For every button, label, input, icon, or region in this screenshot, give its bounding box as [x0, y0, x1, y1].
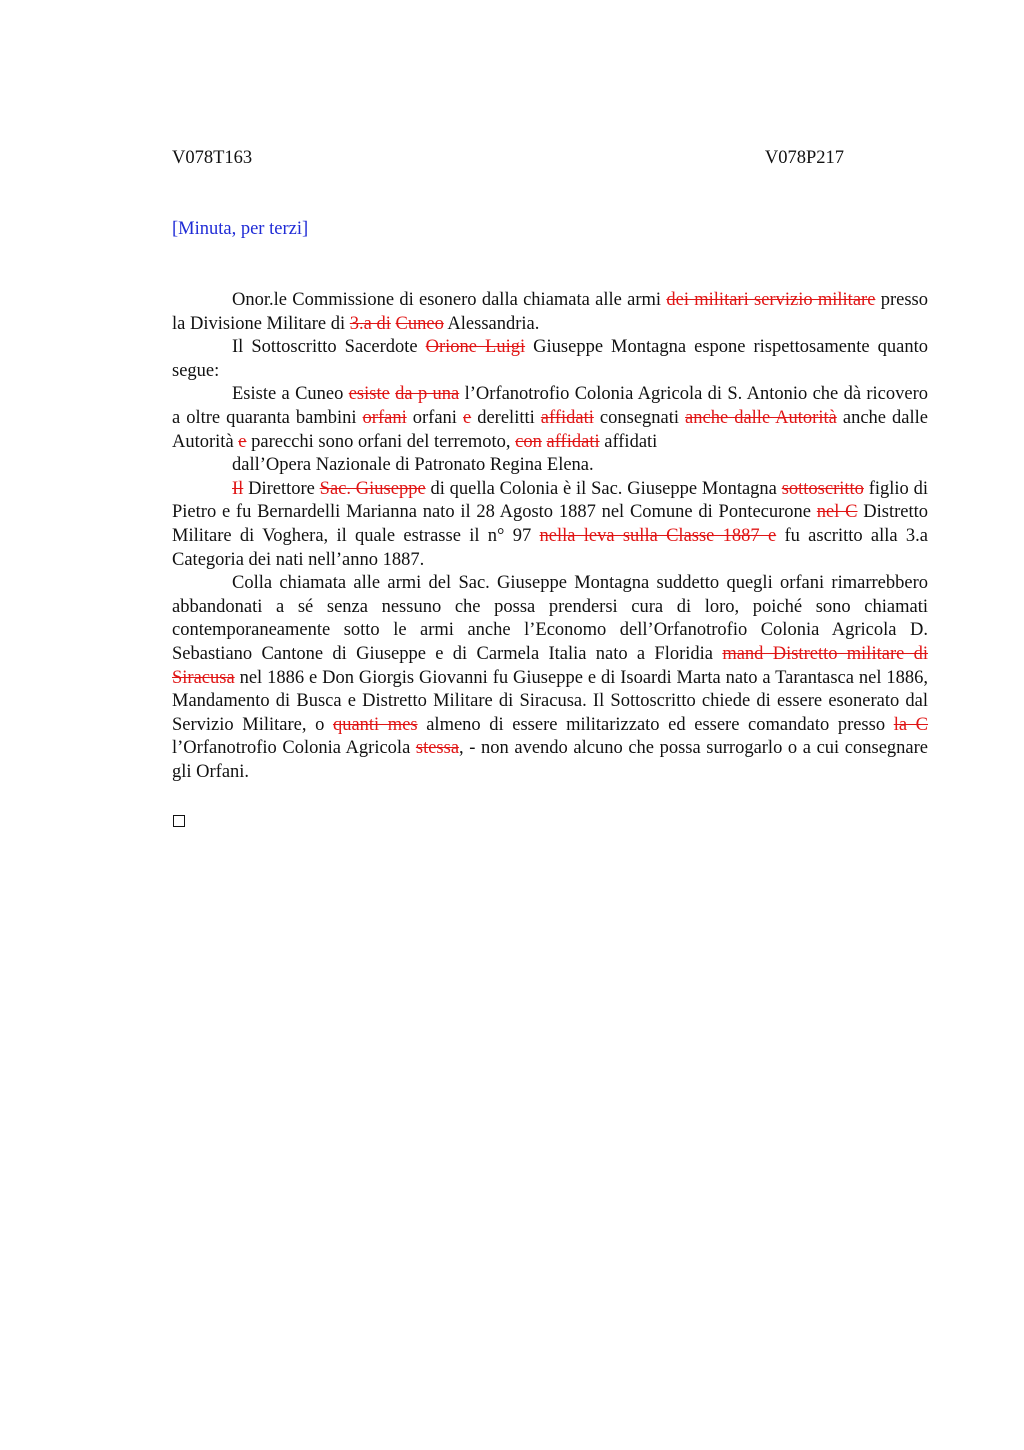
- text-segment: Colla chiamata alle armi del Sac. Giuseppe Montagna suddetto quegli orfani rimarrebbero abbandonati a sé senza nessuno che possa prendersi cura di loro, poiché sono chiamati contemporaneamente sotto le armi anche l’Economo dell’Orfanotrofio Colonia Agricola D. Sebastiano Cantone di Giuseppe e di Carmela Italia nato a Floridia: [172, 573, 928, 664]
- text-segment: anche dalle Autorità: [172, 407, 928, 452]
- deleted-text: quanti mes: [332, 714, 418, 735]
- deleted-text: con: [515, 431, 542, 452]
- paragraph-p6: [172, 572, 928, 784]
- deleted-text: affidati: [540, 407, 594, 428]
- text-segment: Alessandria.: [443, 313, 540, 334]
- deleted-text: stessa: [415, 738, 460, 759]
- text-segment: almeno di essere militarizzato ed essere comandato presso: [417, 714, 894, 735]
- letter-body: [172, 289, 928, 784]
- deleted-text: sottoscritto: [781, 478, 864, 499]
- text-segment: consegnati: [593, 407, 686, 428]
- document-code-left: V078T163: [172, 148, 253, 168]
- text-segment: Direttore: [243, 478, 320, 499]
- text-segment: fu ascritto alla 3.a Categoria dei nati nell’anno 1887.: [172, 525, 929, 570]
- deleted-text: Cuneo: [395, 313, 444, 334]
- text-segment: Il Sottoscritto Sacerdote: [232, 337, 426, 358]
- paragraph-p2: [172, 336, 928, 383]
- deleted-text: Il: [232, 478, 244, 499]
- text-segment: parecchi sono orfani del terremoto,: [246, 431, 516, 452]
- text-segment: di quella Colonia è il Sac. Giuseppe Montagna: [425, 478, 782, 499]
- deleted-text: affidati: [546, 431, 600, 452]
- text-segment: Onor.le Commissione di esonero dalla chiamata alle armi: [232, 290, 667, 310]
- deleted-text: orfani: [362, 407, 407, 428]
- deleted-text: e: [462, 407, 472, 428]
- text-segment: , - non avendo alcuno che possa surrogarlo o a cui consegnare gli Orfani.: [172, 738, 928, 782]
- text-segment: figlio di Pietro e fu Bernardelli Marianna nato il 28 Agosto 1887 nel Comune di Pontecurone: [172, 478, 928, 523]
- deleted-text: la C: [893, 714, 929, 735]
- document-code-right: V078P217: [764, 148, 844, 168]
- deleted-text: 3.a di: [349, 313, 391, 334]
- deleted-text: Sac. Giuseppe: [319, 478, 426, 499]
- deleted-text: esiste: [348, 384, 390, 405]
- editorial-note: [Minuta, per terzi]: [172, 219, 309, 239]
- deleted-text: nella leva sulla Classe 1887 e: [539, 525, 777, 546]
- text-segment: l’Orfanotrofio Colonia Agricola: [172, 738, 416, 759]
- text-segment: presso la Divisione Militare di: [172, 290, 928, 334]
- text-segment: dall’Opera Nazionale di Patronato Regina Elena.: [232, 455, 594, 476]
- paragraph-p4: [172, 454, 928, 478]
- text-segment: Distretto Militare di Voghera, il quale estrasse il n° 97: [172, 502, 928, 546]
- deleted-text: e: [238, 431, 247, 452]
- deleted-text: Orione Luigi: [425, 337, 526, 358]
- deleted-text: anche dalle Autorità: [685, 407, 837, 428]
- deleted-text: nel C: [816, 502, 858, 523]
- text-segment: affidati: [599, 431, 658, 452]
- text-segment: orfani: [406, 407, 463, 428]
- paragraph-p5: [172, 478, 928, 572]
- paragraph-p1: [172, 289, 928, 336]
- paragraph-p3: [172, 383, 928, 454]
- deleted-text: da p una: [395, 384, 460, 405]
- header-row: [172, 146, 844, 170]
- deleted-text: mand Distretto militare di Siracusa: [172, 643, 929, 688]
- end-marker-square-icon: [173, 815, 185, 827]
- text-segment: nel 1886 e Don Giorgis Giovanni fu Giuseppe e di Isoardi Marta nato a Tarantasca nel 1886, Mandamento di Busca e Distretto Militare di Siracusa. Il Sottoscritto chiede di essere esonerato dal Servizio Militare, o: [172, 667, 928, 735]
- text-segment: Giuseppe Montagna espone rispettosamente quanto segue:: [172, 337, 928, 381]
- text-segment: derelitti: [471, 407, 541, 428]
- text-segment: Esiste a Cuneo: [232, 384, 349, 405]
- text-segment: l’Orfanotrofio Colonia Agricola di S. Antonio che dà ricovero a oltre quaranta bambini: [172, 384, 928, 428]
- deleted-text: dei militari servizio militare: [666, 290, 876, 310]
